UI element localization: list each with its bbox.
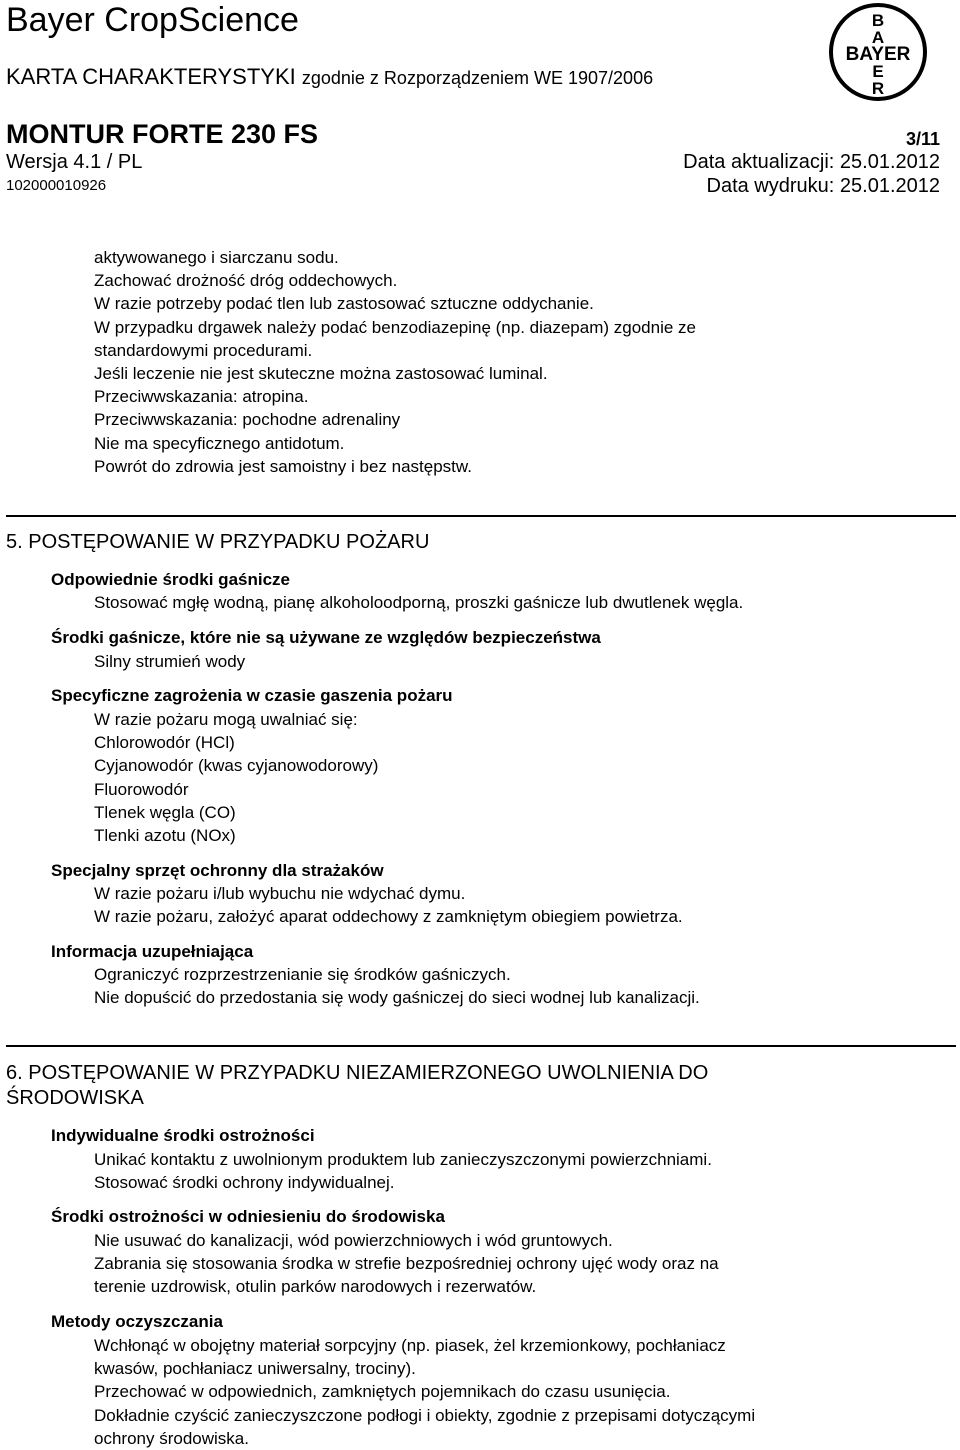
- intro-line: Nie ma specyficznego antidotum.: [94, 433, 345, 453]
- subsection-heading: Indywidualne środki ostrożności: [51, 1126, 315, 1145]
- subsection-body: [94, 1334, 755, 1450]
- body-line: Nie usuwać do kanalizacji, wód powierzchniowych i wód gruntowych.: [94, 1231, 613, 1250]
- body-line: W razie pożaru mogą uwalniać się:: [94, 710, 358, 729]
- page-number: 3/11: [905, 129, 940, 149]
- subsection-body: [94, 963, 700, 1009]
- intro-line: standardowymi procedurami.: [94, 340, 313, 360]
- bayer-cross-logo: [828, 2, 928, 102]
- subsection-heading: Specjalny sprzęt ochronny dla strażaków: [51, 861, 384, 880]
- body-line: Ograniczyć rozprzestrzenianie się środków gaśniczych.: [94, 965, 511, 984]
- document-type: KARTA CHARAKTERYSTYKI: [6, 64, 296, 89]
- subsection-body: [94, 591, 743, 614]
- body-line: kwasów, pochłaniacz uniwersalny, trociny).: [94, 1359, 416, 1379]
- intro-paragraph: [94, 246, 696, 478]
- product-name: MONTUR FORTE 230 FS: [6, 119, 319, 149]
- intro-line: Przeciwwskazania: atropina.: [94, 387, 309, 407]
- intro-line: W razie potrzeby podać tlen lub zastosować sztuczne oddychanie.: [94, 294, 594, 314]
- body-line: Wchłonąć w obojętny materiał sorpcyjny (np. piasek, żel krzemionkowy, pochłaniacz: [94, 1336, 726, 1355]
- section-6-title-line1: 6. POSTĘPOWANIE W PRZYPADKU NIEZAMIERZONEGO UWOLNIENIA DO: [6, 1062, 709, 1084]
- intro-line: Przeciwwskazania: pochodne adrenaliny: [94, 410, 401, 430]
- body-line: W razie pożaru i/lub wybuchu nie wdychać dymu.: [94, 884, 466, 903]
- body-line: Zabrania się stosowania środka w strefie bezpośredniej ochrony ujęć wody oraz na: [94, 1254, 719, 1274]
- document-type-line: [6, 64, 653, 91]
- subsection-body: [94, 1229, 719, 1299]
- subsection-heading: Informacja uzupełniająca: [51, 942, 254, 961]
- company-name: Bayer CropScience: [6, 1, 299, 39]
- subsection-heading: Odpowiednie środki gaśnicze: [51, 570, 290, 589]
- regulation: zgodnie z Rozporządzeniem WE 1907/2006: [301, 68, 654, 88]
- body-line: Stosować środki ochrony indywidualnej.: [94, 1173, 395, 1193]
- subsection-heading: Środki ostrożności w odniesieniu do środowiska: [51, 1207, 445, 1226]
- logo-letter-top: B: [871, 11, 885, 30]
- section-divider: [6, 1045, 956, 1047]
- logo-letter-bottom: R: [871, 79, 885, 98]
- subsection-heading: Specyficzne zagrożenia w czasie gaszenia pożaru: [51, 686, 453, 705]
- print-date: Data wydruku: 25.01.2012: [706, 175, 940, 197]
- subsection-body: [94, 650, 245, 673]
- logo-word: BAYER: [845, 44, 911, 65]
- body-line: Cyjanowodór (kwas cyjanowodorowy): [94, 756, 379, 776]
- intro-line: aktywowanego i siarczanu sodu.: [94, 248, 339, 267]
- body-line: Fluorowodór: [94, 779, 189, 799]
- body-line: terenie uzdrowisk, otulin parków narodowych i rezerwatów.: [94, 1277, 537, 1297]
- section-divider: [6, 515, 956, 517]
- body-line: Tlenki azotu (NOx): [94, 826, 236, 846]
- body-line: Silny strumień wody: [94, 652, 246, 671]
- update-date: Data aktualizacji: 25.01.2012: [683, 151, 940, 173]
- logo-letter-upper: A: [871, 28, 885, 47]
- intro-line: Zachować drożność dróg oddechowych.: [94, 271, 398, 291]
- version: Wersja 4.1 / PL: [6, 151, 143, 173]
- body-line: Stosować mgłę wodną, pianę alkoholoodporną, proszki gaśnicze lub dwutlenek węgla.: [94, 593, 744, 612]
- logo-letter-lower: E: [872, 62, 884, 81]
- body-line: Przechować w odpowiednich, zamkniętych pojemnikach do czasu usunięcia.: [94, 1382, 671, 1402]
- body-line: W razie pożaru, założyć aparat oddechowy z zamkniętym obiegiem powietrza.: [94, 907, 683, 927]
- body-line: Tlenek węgla (CO): [94, 802, 236, 822]
- intro-line: W przypadku drgawek należy podać benzodiazepinę (np. diazepam) zgodnie ze: [94, 317, 696, 337]
- document-code: 102000010926: [6, 177, 107, 194]
- body-line: Unikać kontaktu z uwolnionym produktem lub zanieczyszczonymi powierzchniami.: [94, 1150, 712, 1169]
- body-line: Nie dopuścić do przedostania się wody gaśniczej do sieci wodnej lub kanalizacji.: [94, 988, 700, 1008]
- subsection-body: [94, 1148, 712, 1194]
- body-line: ochrony środowiska.: [94, 1428, 249, 1448]
- body-line: Chlorowodór (HCl): [94, 733, 235, 753]
- subsection-heading: Środki gaśnicze, które nie są używane ze względów bezpieczeństwa: [51, 628, 601, 647]
- subsection-body: [94, 708, 378, 847]
- section-6-title-line2: ŚRODOWISKA: [6, 1087, 144, 1109]
- subsection-body: [94, 882, 683, 928]
- body-line: Dokładnie czyścić zanieczyszczone podłogi i obiekty, zgodnie z przepisami dotyczącymi: [94, 1405, 756, 1425]
- section-5-title: 5. POSTĘPOWANIE W PRZYPADKU POŻARU: [6, 531, 430, 553]
- subsection-heading: Metody oczyszczania: [51, 1312, 223, 1331]
- intro-line: Jeśli leczenie nie jest skuteczne można zastosować luminal.: [94, 364, 548, 384]
- intro-line: Powrót do zdrowia jest samoistny i bez następstw.: [94, 456, 472, 476]
